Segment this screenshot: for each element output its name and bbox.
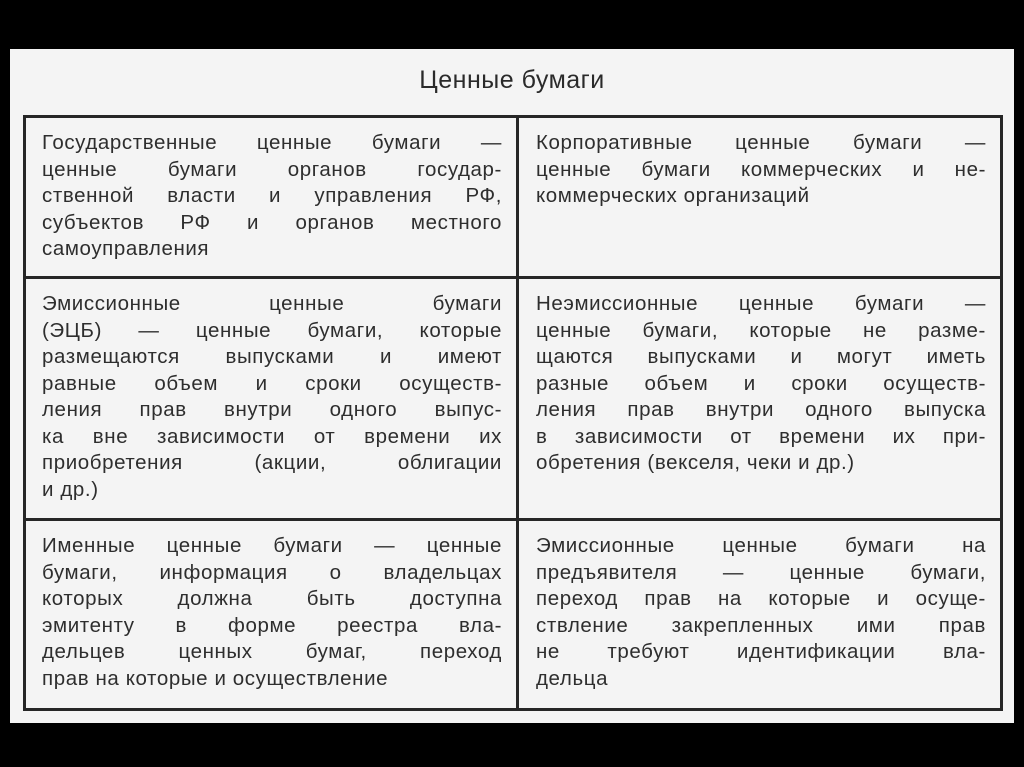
cell-non-emission-securities [519, 279, 1000, 521]
securities-table [23, 115, 1003, 711]
text-line: ствление закрепленных ими прав [536, 613, 986, 637]
text-line: Государственные ценные бумаги — [42, 131, 502, 154]
text-line: дельца [536, 666, 609, 690]
text-line: приобретения (акции, облигации [42, 451, 502, 474]
text-line: и др.) [42, 477, 99, 501]
cell-bearer-securities [519, 521, 1000, 708]
text-line: предъявителя — ценные бумаги, [536, 560, 986, 584]
text-line: ления прав внутри одного выпуска [536, 398, 986, 421]
text-line: ления прав внутри одного выпус- [42, 398, 502, 421]
text-line: дельцев ценных бумаг, переход [42, 640, 502, 663]
text-line: Эмиссионные ценные бумаги на [536, 534, 986, 557]
text-line: разные объем и сроки осуществ- [536, 371, 986, 395]
cell-emission-securities [26, 279, 519, 521]
text-line: обретения (векселя, чеки и др.) [536, 451, 855, 474]
text-line: ценные бумаги органов государ- [42, 157, 502, 181]
text-line: ка вне зависимости от времени их [42, 424, 502, 448]
text-line: щаются выпусками и могут иметь [536, 345, 986, 368]
text-line: ственной власти и управления РФ, [42, 184, 502, 207]
cell-corporate-securities [519, 118, 1000, 279]
text-line: (ЭЦБ) — ценные бумаги, которые [42, 318, 502, 342]
text-line: субъектов РФ и органов местного [42, 210, 502, 234]
text-line: равные объем и сроки осуществ- [42, 371, 502, 395]
text-line: Именные ценные бумаги — ценные [42, 534, 502, 557]
text-line: Неэмиссионные ценные бумаги — [536, 292, 986, 315]
text-line: не требуют идентификации вла- [536, 640, 986, 663]
text-line: самоуправления [42, 237, 210, 260]
text-line: прав на которые и осуществление [42, 666, 389, 690]
text-line: Корпоративные ценные бумаги — [536, 131, 986, 154]
text-line: ценные бумаги, которые не разме- [536, 318, 986, 342]
text-line: бумаги, информация о владельцах [42, 560, 502, 584]
document-title: Ценные бумаги [419, 66, 605, 94]
text-line: в зависимости от времени их при- [536, 424, 986, 448]
text-line: ценные бумаги коммерческих и не- [536, 157, 986, 181]
text-line: размещаются выпусками и имеют [42, 345, 502, 368]
text-line: переход прав на которые и осуще- [536, 587, 986, 610]
text-line: которых должна быть доступна [42, 587, 502, 610]
cell-government-securities [26, 118, 519, 279]
text-line: коммерческих организаций [536, 184, 810, 207]
cell-registered-securities [26, 521, 519, 708]
text-line: эмитенту в форме реестра вла- [42, 613, 502, 637]
document-page [10, 49, 1014, 723]
text-line: Эмиссионные ценные бумаги [42, 292, 502, 315]
